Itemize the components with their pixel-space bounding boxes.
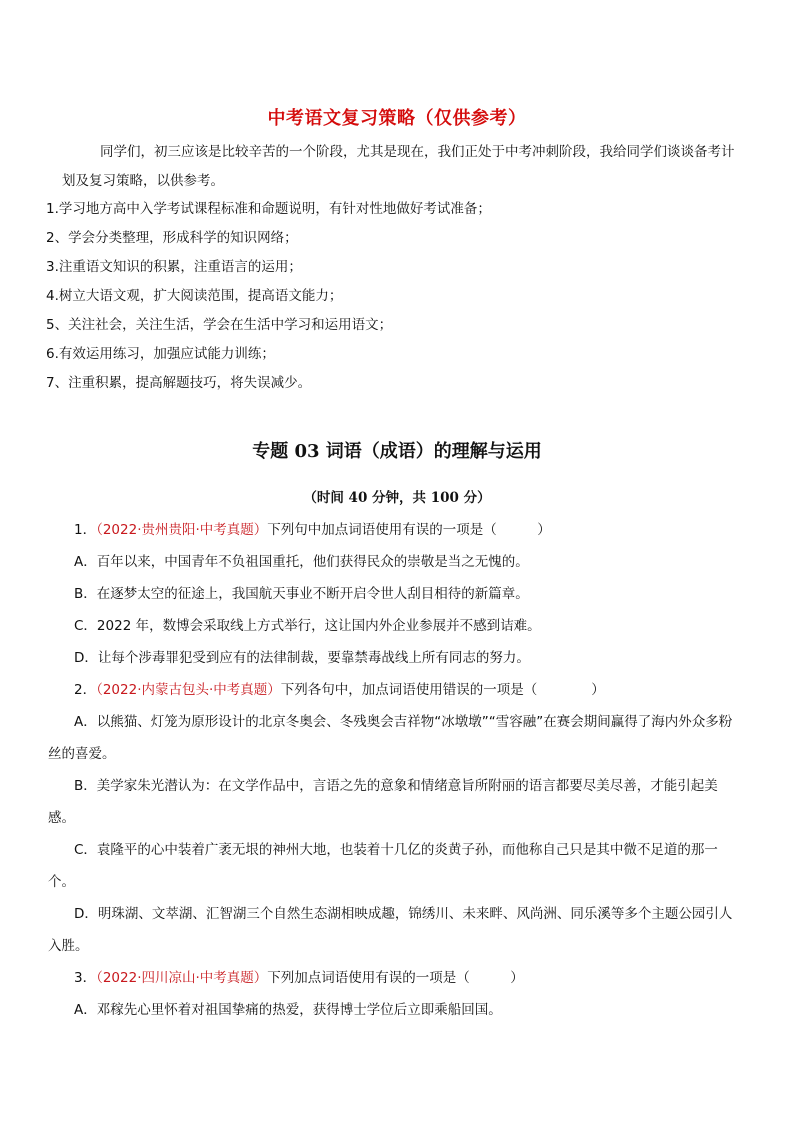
tip-item: 4.树立大语文观，扩大阅读范围，提高语文能力； <box>46 288 343 304</box>
question-stem <box>74 674 744 706</box>
question-source: （2022·贵州贵阳·中考真题） <box>96 522 268 538</box>
answer-option: A．邓稼先心里怀着对祖国挚痛的热爱，获得博士学位后立即乘船回国。 <box>74 1002 502 1018</box>
topic-title: 专题 03 词语（成语）的理解与运用 <box>252 441 542 462</box>
answer-option: B．美学家朱光潜认为：在文学作品中，言语之先的意象和情绪意旨所附丽的语言都要尽美尽善，才能引起美感。 <box>48 778 718 826</box>
question-number: 2． <box>74 682 97 698</box>
question-number: 3． <box>74 970 97 986</box>
answer-option: D．让每个涉毒罪犯受到应有的法律制裁，要靠禁毒战线上所有同志的努力。 <box>74 650 530 666</box>
document-title: 中考语文复习策略（仅供参考） <box>267 108 527 129</box>
question-text: 下列各句中，加点词语使用错误的一项是（ ） <box>280 682 605 698</box>
questions-section <box>48 514 744 1026</box>
intro-paragraph: 同学们，初三应该是比较辛苦的一个阶段，尤其是现在，我们正处于中考冲刺阶段，我给同学们谈谈备考计划及复习策略，以供参考。 <box>62 144 735 189</box>
answer-option: D．明珠湖、文萃湖、汇智湖三个自然生态湖相映成趣，锦绣川、未来畔、风尚洲、同乐溪等多个主题公园引人入胜。 <box>48 906 733 954</box>
tip-item: 6.有效运用练习，加强应试能力训练； <box>46 346 275 362</box>
tip-item: 5、关注社会，关注生活，学会在生活中学习和运用语文； <box>46 317 393 333</box>
tip-item: 1.学习地方高中入学考试课程标准和命题说明，有针对性地做好考试准备； <box>46 201 491 217</box>
tip-item: 3.注重语文知识的积累，注重语言的运用； <box>46 259 302 275</box>
question-source: （2022·四川凉山·中考真题） <box>96 970 268 986</box>
question-text: 下列句中加点词语使用有误的一项是（ ） <box>267 522 551 538</box>
tip-item: 7、注重积累，提高解题技巧，将失误减少。 <box>46 375 312 391</box>
tip-item: 2、学会分类整理，形成科学的知识网络； <box>46 230 298 246</box>
answer-option: B．在逐梦太空的征途上，我国航天事业不断开启令世人刮目相待的新篇章。 <box>74 586 529 602</box>
answer-option: A．百年以来，中国青年不负祖国重托，他们获得民众的崇敬是当之无愧的。 <box>74 554 529 570</box>
answer-option: C．袁隆平的心中装着广袤无垠的神州大地，也装着十几亿的炎黄子孙，而他称自己只是其中微不足道的那一个。 <box>48 842 718 890</box>
question-text: 下列加点词语使用有误的一项是（ ） <box>267 970 524 986</box>
question-source: （2022·内蒙古包头·中考真题） <box>96 682 281 698</box>
question-stem <box>74 962 744 994</box>
question-stem <box>74 514 744 546</box>
answer-option: A．以熊猫、灯笼为原形设计的北京冬奥会、冬残奥会吉祥物“冰墩墩”“雪容融”在赛会期间赢得了海内外众多粉丝的喜爱。 <box>48 714 733 762</box>
time-limit: （时间 40 分钟，共 100 分） <box>303 490 491 506</box>
tips-list <box>46 195 746 398</box>
question-number: 1． <box>74 522 97 538</box>
answer-option: C．2022 年，数博会采取线上方式举行，这让国内外企业参展并不感到诘难。 <box>74 618 541 634</box>
